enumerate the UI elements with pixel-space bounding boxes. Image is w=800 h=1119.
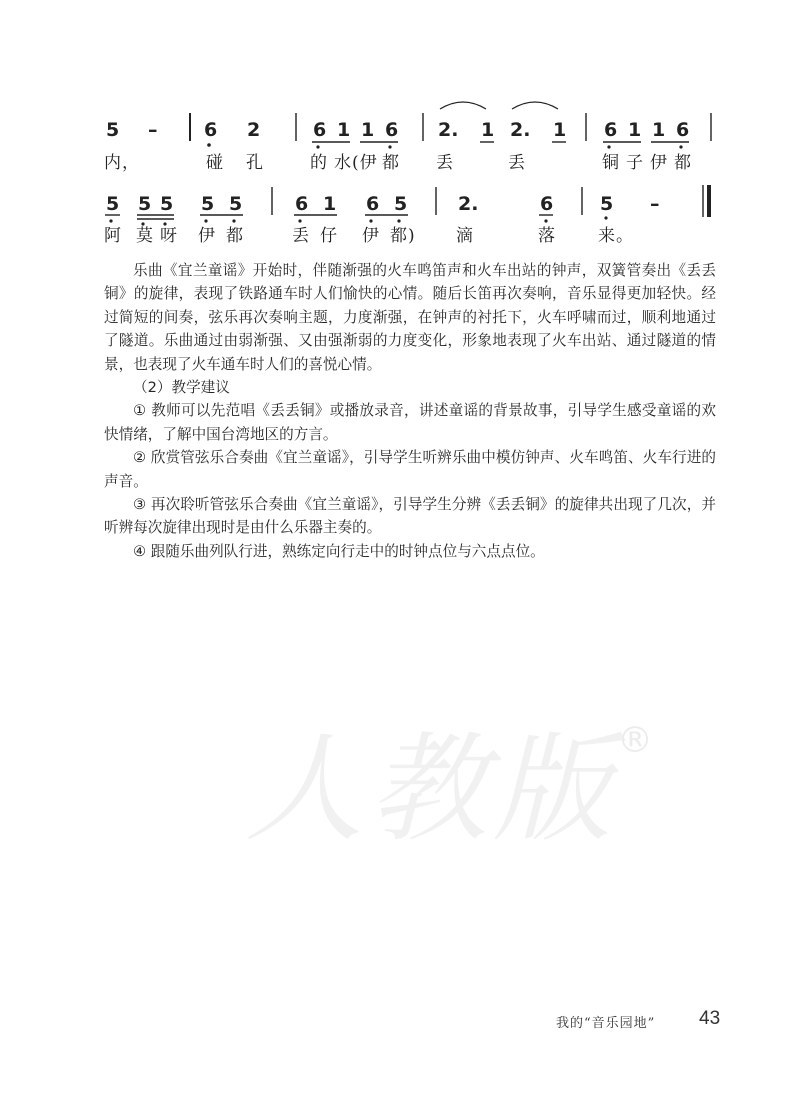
lyric: 滴 [456, 226, 474, 246]
publisher-watermark [245, 700, 665, 860]
watermark-text: 人教版 [245, 720, 618, 858]
lyric: 伊 [650, 153, 668, 173]
low-octave-dot [679, 145, 682, 148]
slur [512, 102, 558, 109]
low-octave-dot [207, 143, 211, 147]
note: 5 [201, 193, 215, 215]
low-octave-dot [298, 219, 301, 222]
low-octave-dot [109, 219, 112, 222]
note: – [148, 119, 158, 141]
lyric: 都 [226, 226, 244, 246]
note: 6 [366, 193, 380, 215]
lyric: 落 [538, 226, 556, 246]
low-octave-dot [397, 219, 400, 222]
note: 1 [553, 119, 567, 141]
note: 6 [540, 193, 554, 215]
low-octave-dot [204, 219, 207, 222]
low-octave-dot [604, 216, 607, 219]
lyric: 丢 [508, 153, 526, 173]
lyric: 呀 [160, 226, 178, 246]
note: 2 [247, 119, 261, 141]
note: 6 [295, 193, 309, 215]
note: 5 [160, 193, 174, 215]
note: 5 [394, 193, 408, 215]
lyric: 的 [310, 153, 328, 173]
note: 2. [458, 193, 479, 215]
lyric: 丢 [436, 153, 454, 173]
low-octave-dot [607, 145, 610, 148]
note: 5 [106, 193, 120, 215]
paragraph-description: 乐曲《宜兰童谣》开始时，伴随渐强的火车鸣笛声和火车出站的钟声，双簧管奏出《丢丢铜》的旋律，表现了铁路通车时人们愉快的心情。随后长笛再次奏响，音乐显得更加轻快。经过简短的间奏，弦乐再次奏响主题，力度渐强，在钟声的衬托下，火车呼啸而过，顺利地通过了隧道。乐曲通过由弱渐强、又由强渐弱的力度变化，形象地表现了火车出站、通过隧道的情景，也表现了火车通车时人们的喜悦心情。 [104, 262, 716, 373]
note: 1 [652, 119, 666, 141]
note: 1 [361, 119, 375, 141]
note: 5 [138, 193, 152, 215]
footer-section-label: 我的“音乐园地” [556, 1016, 656, 1031]
lyric: 水 [334, 153, 352, 173]
note: 6 [604, 119, 618, 141]
note: 6 [676, 119, 690, 141]
note: 2. [438, 119, 459, 141]
note: 1 [481, 119, 495, 141]
music-score [0, 0, 800, 260]
lyric: 子 [626, 153, 644, 173]
lyric: 都 [382, 153, 400, 173]
note: 1 [628, 119, 642, 141]
lyric: 丢 [292, 226, 310, 246]
registered-mark: ® [617, 720, 653, 761]
suggestion-item-4: ④ 跟随乐曲列队行进，熟练定向行走中的时钟点位与六点点位。 [133, 542, 545, 560]
note: 6 [385, 119, 399, 141]
note: 5 [600, 193, 614, 215]
note: 2. [510, 119, 531, 141]
score-row-1 [104, 102, 711, 173]
lyric: 仔 [320, 226, 338, 246]
suggestion-item-3: ③ 再次聆听管弦乐合奏曲《宜兰童谣》，引导学生分辨《丢丢铜》的旋律共出现了几次，并听辨每次旋律出现时是由什么乐器主奏的。 [104, 496, 716, 537]
lyric: 都 [674, 153, 692, 173]
note: – [650, 193, 660, 215]
lyric: 莫 [136, 226, 154, 246]
low-octave-dot [544, 219, 547, 222]
lyric: 碰 [206, 153, 224, 173]
note: 5 [229, 193, 243, 215]
body-text [104, 259, 716, 563]
lyric: (伊 [352, 153, 378, 173]
suggestion-item-1: ① 教师可以先范唱《丢丢铜》或播放录音，讲述童谣的背景故事，引导学生感受童谣的欢快情绪，了解中国台湾地区的方言。 [104, 402, 716, 443]
lyric: 来。 [598, 226, 634, 246]
lyric: 伊 [362, 226, 380, 246]
low-octave-dot [369, 219, 372, 222]
note: 1 [323, 193, 337, 215]
lyric: 都) [390, 226, 416, 246]
low-octave-dot [232, 219, 235, 222]
low-octave-dot [388, 145, 391, 148]
lyric: 阿 [104, 226, 122, 246]
note: 1 [337, 119, 351, 141]
low-octave-dot [316, 145, 319, 148]
page-number: 43 [699, 1008, 721, 1029]
note: 5 [106, 119, 120, 141]
slur [440, 102, 486, 109]
section-heading: （2）教学建议 [133, 379, 230, 397]
lyric: 伊 [198, 226, 216, 246]
lyric: 孔 [246, 153, 264, 173]
lyric: 铜 [602, 153, 620, 173]
note: 6 [204, 119, 218, 141]
suggestion-item-2: ② 欣赏管弦乐合奏曲《宜兰童谣》，引导学生听辨乐曲中模仿钟声、火车鸣笛、火车行进的声音。 [104, 449, 716, 490]
lyric: 内， [104, 153, 140, 173]
score-row-2 [104, 185, 709, 246]
note: 6 [313, 119, 327, 141]
